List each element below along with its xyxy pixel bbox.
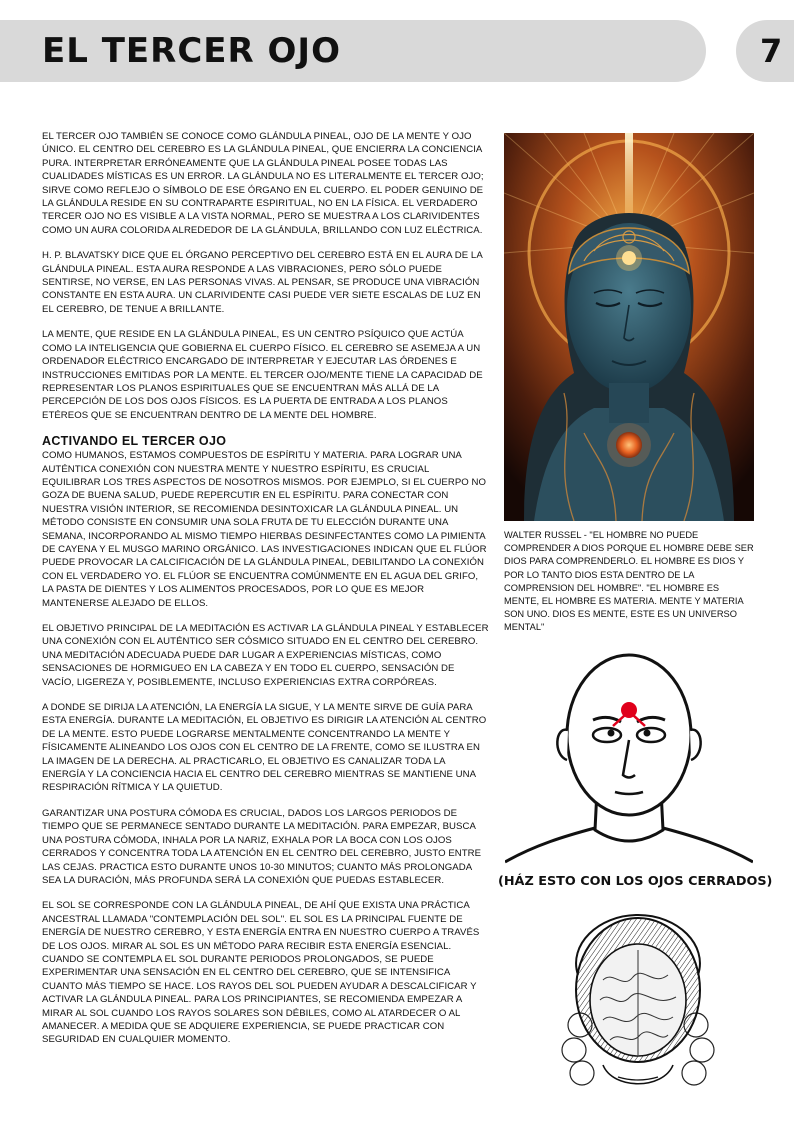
paragraph-5: EL OBJETIVO PRINCIPAL DE LA MEDITACIÓN ES ACTIVAR LA GLÁNDULA PINEAL Y ESTABLECER UNA CONEXIÓN CON EL AUTÉNTICO SER CÓSMICO SITUADO EN EL CENTRO DEL CEREBRO. UNA MEDITACIÓN ADECUADA PUEDE DAR LUGAR A EXPERIENCIAS MÍSTICAS, COMO SENSACIONES DE HORMIGUEO EN LA CABEZA Y EN TODO EL CUERPO, SENSACIÓN DE VACÍO, LIGEREZA Y, POSIBLEMENTE, INCLUSO EXPERIENCIAS EXTRA CORPÓREAS.	[42, 623, 489, 688]
paragraph-6: A DONDE SE DIRIJA LA ATENCIÓN, LA ENERGÍA LA SIGUE, Y LA MENTE SIRVE DE GUÍA PARA ESTA ENERGÍA. DURANTE LA MEDITACIÓN, EL OBJETIVO ES DIRIGIR LA ATENCIÓN AL CENTRO DE LA MENTE. ESTO PUEDE LOGRARSE MENTALMENTE CONCENTRANDO LA MENTE Y FÍSICAMENTE ALINEANDO LOS OJOS CON EL CENTRO DE LA FRENTE, COMO SE ILUSTRA EN LA IMAGEN DE LA DERECHA. AL PRACTICARLO, EL OBJETIVO ES CANALIZAR TODA LA ENERGÍA Y LA CONCIENCIA HACIA EL CENTRO DEL CEREBRO MIENTRAS SE MANTIENE UNA RESPIRACIÓN RÍTMICA Y LA QUIETUD.	[42, 702, 487, 794]
page-title: EL TERCER OJO	[42, 31, 341, 71]
paragraph-3: LA MENTE, QUE RESIDE EN LA GLÁNDULA PINEAL, ES UN CENTRO PSÍQUICO QUE ACTÚA COMO LA INTELIGENCIA QUE GOBIERNA EL CUERPO FÍSICO. EL CEREBRO SE ASEMEJA A UN ORDENADOR ELÉCTRICO ENCARGADO DE INTERPRETAR Y EJECUTAR LAS ÓRDENES E INSTRUCCIONES EMITIDAS POR LA MENTE. EL TERCER OJO/MENTE TIENE LA CAPACIDAD DE REPRESENTAR LOS PLANOS ESPIRITUALES QUE SE ENCUENTRAN MÁS ALLÁ DE LA PERCEPCIÓN DE LOS DOS OJOS FÍSICOS. ES LA PUERTA DE ENTRADA A LOS PLANOS ETÉREOS QUE SE ENCUENTRAN DENTRO DE LA MENTE DEL HOMBRE.	[42, 329, 483, 421]
brain-engraving-illustration	[558, 905, 718, 1097]
paragraph-7: GARANTIZAR UNA POSTURA CÓMODA ES CRUCIAL, DADOS LOS LARGOS PERIODOS DE TIEMPO QUE SE PERMANECE SENTADO DURANTE LA MEDITACIÓN. PARA EMPEZAR, BUSCA UNA POSTURA CÓMODA, INHALA POR LA NARIZ, EXHALA POR LA BOCA CON LOS OJOS CERRADOS Y CONCENTRA TODA LA ATENCIÓN EN EL CENTRO DEL CEREBRO, JUSTO ENTRE LAS CEJAS. PRACTICA ESTO DURANTE UNOS 10-30 MINUTOS; CUANTO MÁS PROLONGADA SEA LA DURACIÓN, MÁS PROFUNDA SERÁ LA CONEXIÓN QUE PUEDAS ESTABLECER.	[42, 807, 482, 886]
article-body	[42, 130, 489, 1059]
paragraph-4: COMO HUMANOS, ESTAMOS COMPUESTOS DE ESPÍRITU Y MATERIA. PARA LOGRAR UNA AUTÉNTICA CONEXIÓN CON NUESTRA MENTE Y NUESTRO ESPÍRITU, ES CRUCIAL EQUILIBRAR LOS TRES ASPECTOS DE NOSOTROS MISMOS. POR EJEMPLO, SI EL CUERPO NO GOZA DE BUENA SALUD, PUEDE REPERCUTIR EN EL ESPÍRITU. PARA CONECTAR CON NUESTRA VISIÓN INTERIOR, SE RECOMIENDA DESINTOXICAR LA GLÁNDULA PINEAL. UN MÉTODO CONSISTE EN CONSUMIR UNA SOLA FRUTA DE TU ELECCIÓN DURANTE UNA SEMANA, INCORPORANDO AL MISMO TIEMPO HIERBAS DESINFECTANTES COMO LA PIMIENTA DE CAYENA Y EL MUSGO MARINO ORGÁNICO. LAS INVESTIGACIONES INDICAN QUE EL FLÚOR PUEDE PROVOCAR LA CALCIFICACIÓN DE LA GLÁNDULA PINEAL, DEBILITANDO LA CONEXIÓN CON EL VERDADERO YO. EL FLÚOR SE ENCUENTRA COMÚNMENTE EN EL AGUA DEL GRIFO, LA PASTA DE DIENTES Y LOS ALIMENTOS PROCESADOS, POR LO QUE ES MEJOR MANTENERSE ALEJADO DE ELLOS.	[42, 450, 487, 609]
face-caption: (HÁZ ESTO CON LOS OJOS CERRADOS)	[498, 874, 773, 889]
page-number: 7	[760, 32, 783, 70]
paragraph-1: EL TERCER OJO TAMBIÉN SE CONOCE COMO GLÁNDULA PINEAL, OJO DE LA MENTE Y OJO ÚNICO. EL CENTRO DEL CEREBRO ES LA GLÁNDULA PINEAL, QUE ENCIERRA LA CONCIENCIA PURA. INTERPRETAR ERRÓNEAMENTE QUE LA GLÁNDULA PINEAL POSEE TODAS LAS CUALIDADES MÍSTICAS ES UN ERROR. LA GLÁNDULA NO ES LITERALMENTE EL TERCER OJO; SIRVE COMO REFLEJO O SÍMBOLO DE ESE ÓRGANO EN EL CUERPO. EL PODER GENUINO DE LA GLÁNDULA RESIDE EN SU CONTRAPARTE ESPIRITUAL, NO EN LA FÍSICA. EL VERDADERO TERCER OJO NO ES VISIBLE A LA VISTA NORMAL, PERO SE MUESTRA A LOS CLARIVIDENTES COMO UN AURA COLORIDA ALREDEDOR DE LA GLÁNDULA, BRILLANDO CON LUZ ELÉCTRICA.	[42, 131, 484, 236]
walter-russel-quote: WALTER RUSSEL - "EL HOMBRE NO PUEDE COMPRENDER A DIOS PORQUE EL HOMBRE DEBE SER DIOS PARA COMPRENDERLO. EL HOMBRE ES DIOS Y POR LO TANTO DIOS ESTA DENTRO DE LA COMPRENSION DEL HOMBRE". "EL HOMBRE ES MENTE, EL HOMBRE ES MATERIA. MENTE Y MATERIA SON UNO. DIOS ES MENTE, ESTE ES UN UNIVERSO MENTAL"	[504, 530, 754, 633]
meditation-face-illustration	[505, 640, 753, 868]
section-heading: ACTIVANDO EL TERCER OJO	[42, 434, 227, 449]
paragraph-8: EL SOL SE CORRESPONDE CON LA GLÁNDULA PINEAL, DE AHÍ QUE EXISTA UNA PRÁCTICA ANCESTRAL LLAMADA "CONTEMPLACIÓN DEL SOL". EL SOL ES LA PRINCIPAL FUENTE DE ENERGÍA DE NUESTRO CEREBRO, Y ESTA ENERGÍA ENTRA EN NUESTRO CUERPO A TRAVÉS DE LOS OJOS. MIRAR AL SOL ES UN MÉTODO PARA RECIBIR ESTA ENERGÍA ESENCIAL. CUANDO SE CONTEMPLA EL SOL DURANTE PERIODOS PROLONGADOS, SE PUEDE EXPERIMENTAR UNA SENSACIÓN EN EL CENTRO DEL CEREBRO, QUE SE INTENSIFICA CUANTO MÁS TIEMPO SE HACE. LOS RAYOS DEL SOL PUEDEN AYUDAR A DESCALCIFICAR Y ACTIVAR LA GLÁNDULA PINEAL. PARA LOS PRINCIPIANTES, SE RECOMIENDA EMPEZAR A MIRAR AL SOL CUANDO LOS RAYOS SOLARES SON DÉBILES, COMO AL ATARDECER O AL AMANECER. A MEDIDA QUE SE ADQUIERE EXPERIENCIA, SE PUEDE PRACTICAR CON SEGURIDAD EN CUALQUIER MOMENTO.	[42, 900, 480, 1046]
paragraph-2: H. P. BLAVATSKY DICE QUE EL ÓRGANO PERCEPTIVO DEL CEREBRO ESTÁ EN EL AURA DE LA GLÁNDULA PINEAL. ESTA AURA RESPONDE A LAS VIBRACIONES, PERO SÓLO PUEDE SENTIRSE, NO VERSE, EN LAS PERSONAS VIVAS. AL PENSAR, SE PRODUCE UNA VIBRACIÓN CONSTANTE EN ESTA AURA. UN CLARIVIDENTE CASI PUEDE VER SIETE ESCALAS DE LUZ EN EL CEREBRO, DE TENUE A BRILLANTE.	[42, 250, 483, 315]
cosmic-figure-illustration	[504, 133, 754, 521]
